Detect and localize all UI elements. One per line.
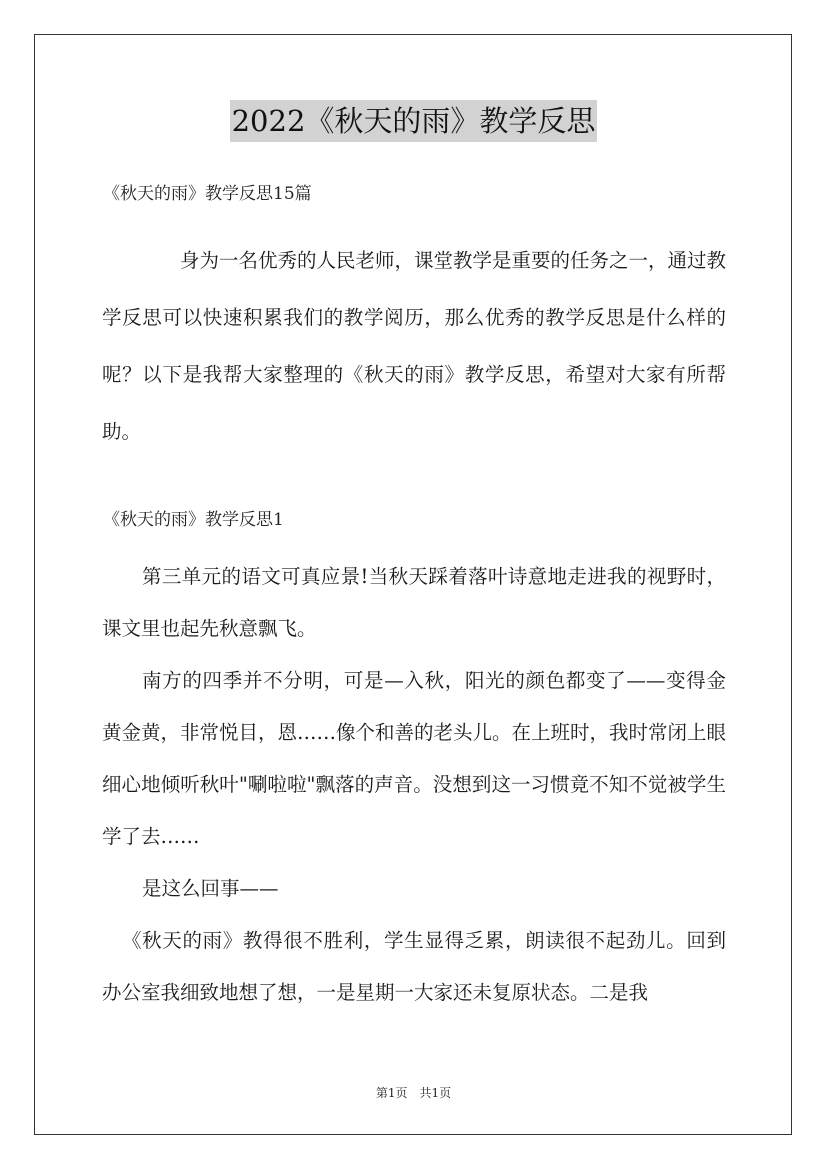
section-heading: 《秋天的雨》教学反思1 [103,510,284,530]
document-title: 2022《秋天的雨》教学反思 [230,100,598,142]
body-paragraph-4: 《秋天的雨》教得很不胜利，学生显得乏累，朗读很不起劲儿。回到办公室我细致地想了想，一是星期一大家还未复原状态。二是我 [102,929,726,1004]
document-subtitle: 《秋天的雨》教学反思15篇 [103,184,312,204]
page-number-footer: 第1页 共1页 [375,1086,452,1100]
title-container [0,100,827,142]
intro-paragraph: 身为一名优秀的人民老师，课堂教学是重要的任务之一，通过教学反思可以快速积累我们的教学阅历，那么优秀的教学反思是什么样的呢？以下是我帮大家整理的《秋天的雨》教学反思，希望对大家有所帮助。 [102,249,727,443]
body-paragraph-2: 南方的四季并不分明，可是—入秋，阳光的颜色都变了——变得金黄金黄，非常悦目，恩……像个和善的老头儿。在上班时，我时常闭上眼细心地倾听秋叶"唰啦啦"飘落的声音。没想到这一习惯竟不知不觉被学生学了去…… [102,669,727,848]
body-paragraph-1: 第三单元的语文可真应景!当秋天踩着落叶诗意地走进我的视野时，课文里也起先秋意飘飞。 [102,565,726,640]
body-paragraph-3: 是这么回事—— [142,877,279,900]
